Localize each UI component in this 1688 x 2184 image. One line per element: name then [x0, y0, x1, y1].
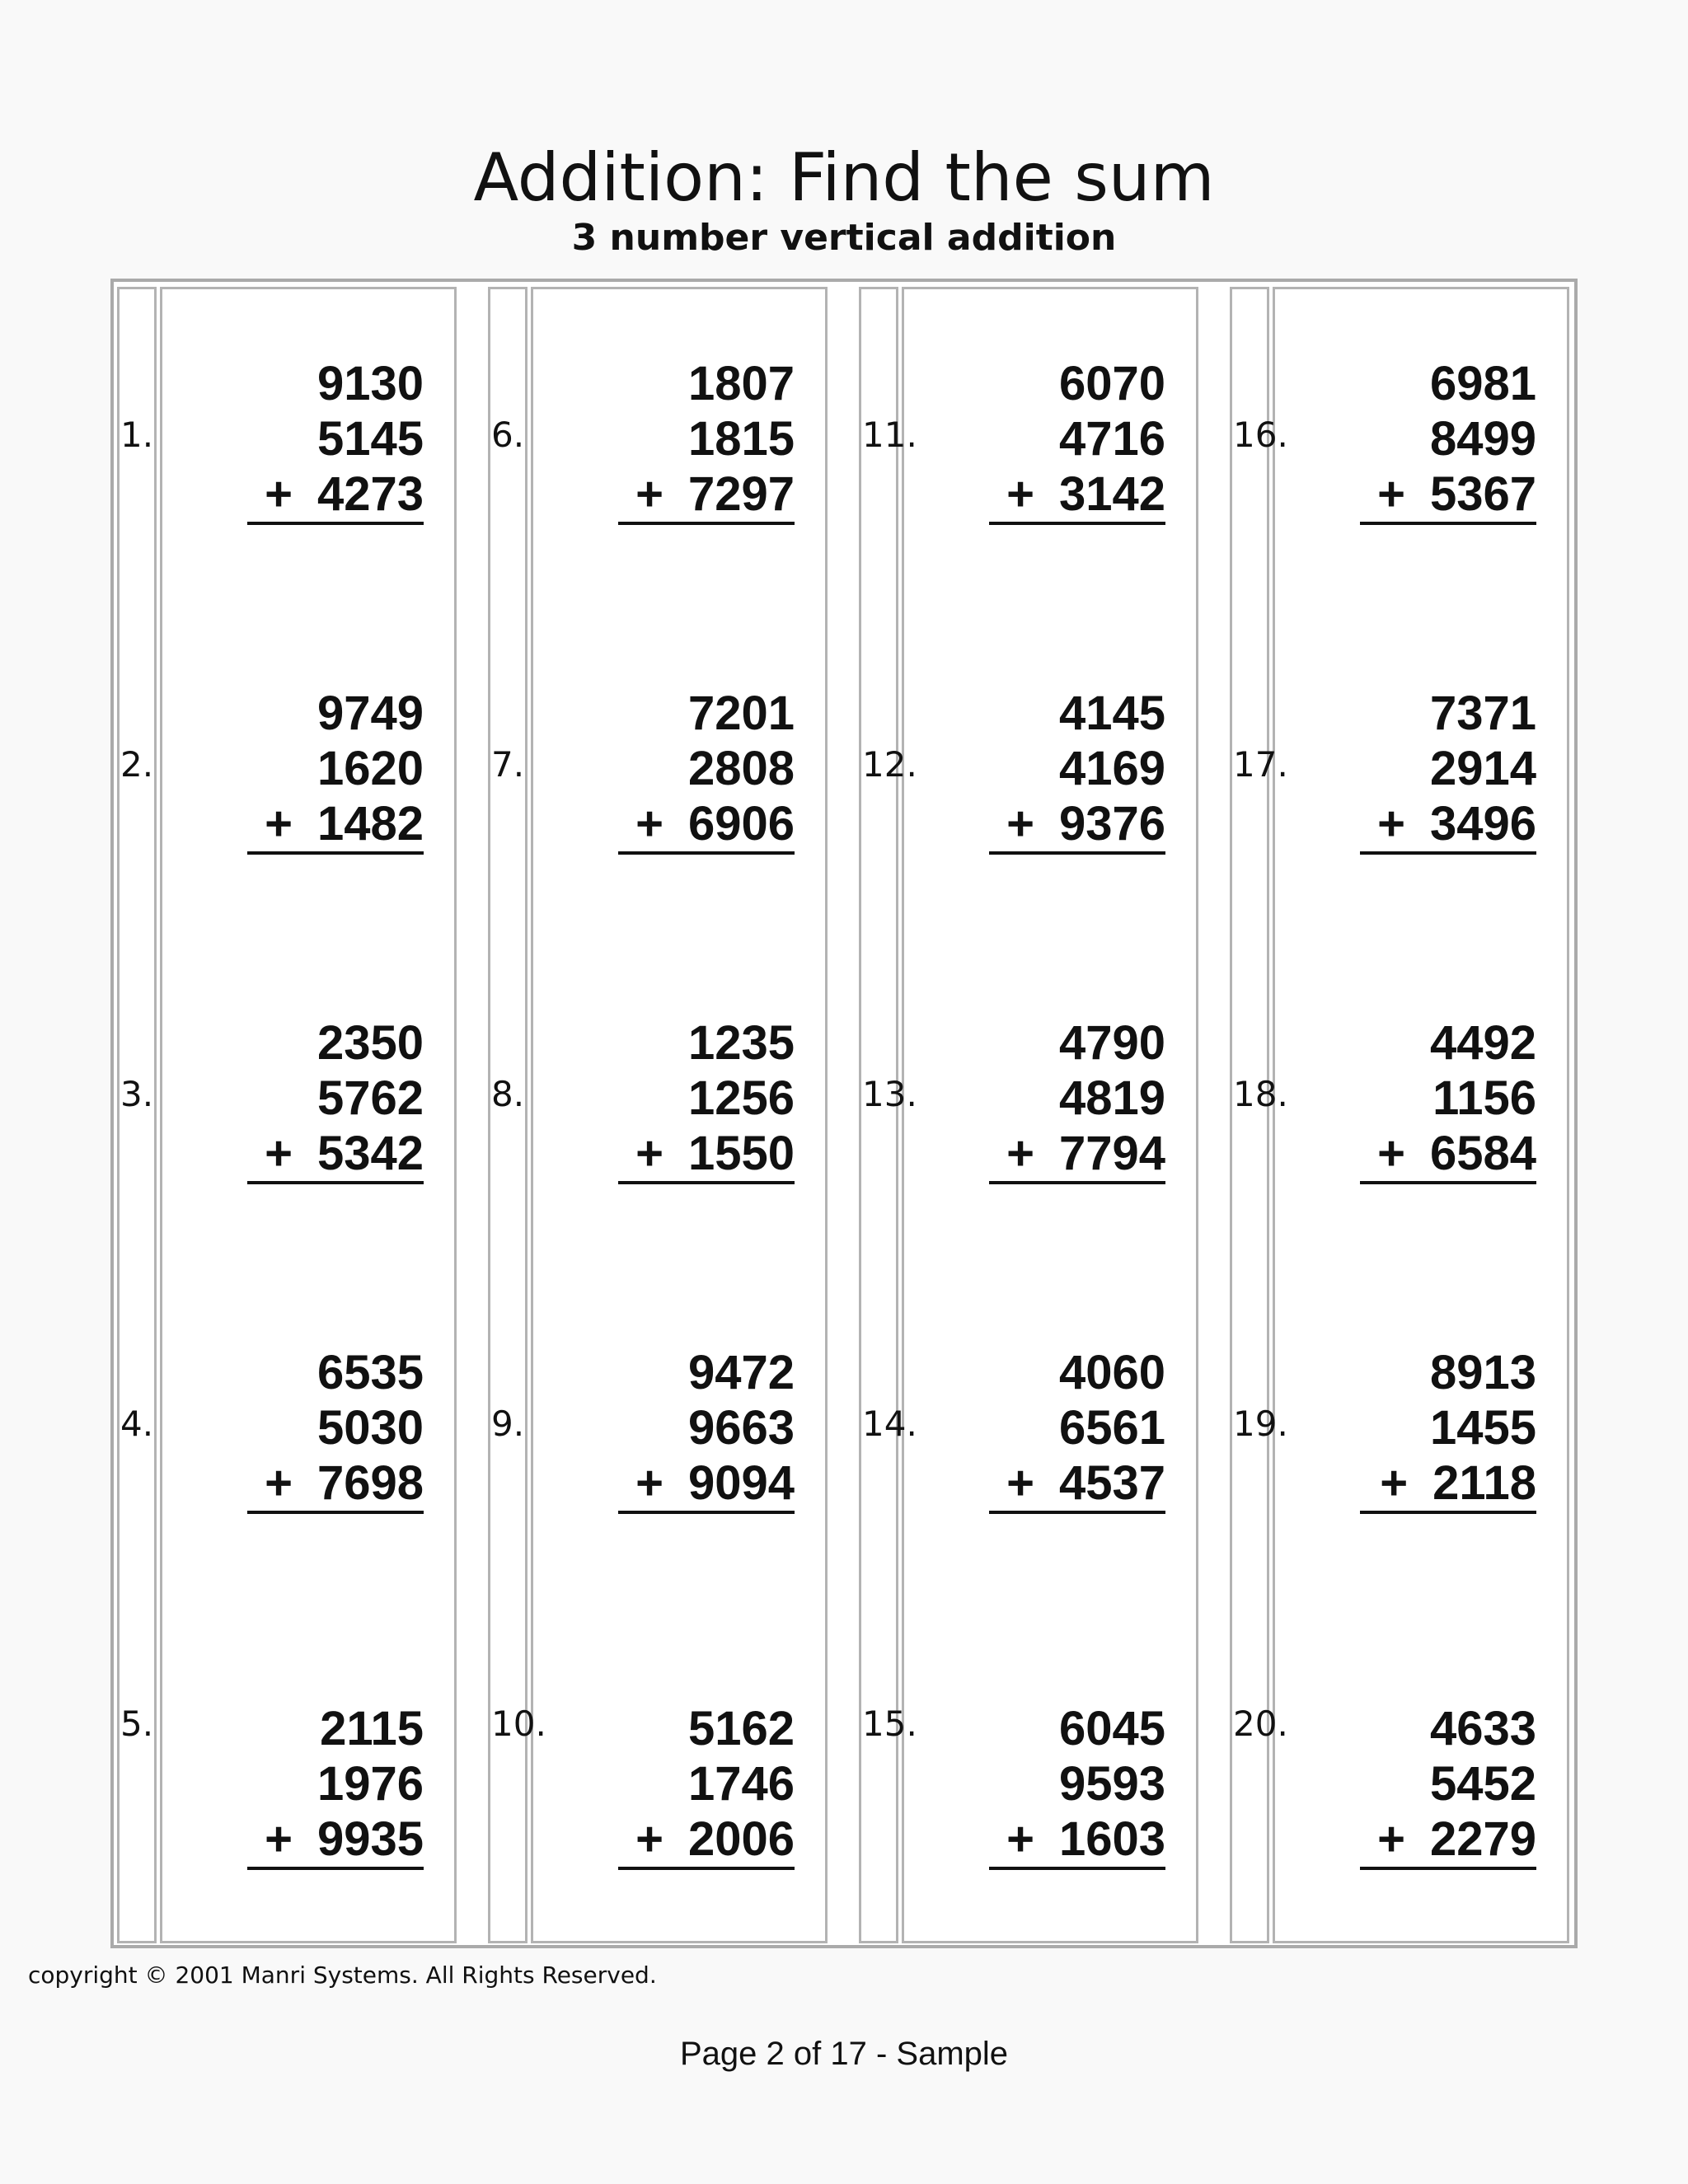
addend-bottom-line — [247, 1811, 424, 1870]
addition-problem — [918, 356, 1165, 525]
addend-bottom: 2006 — [687, 1812, 795, 1866]
addition-problem — [918, 686, 1165, 855]
addend-middle: 8499 — [1429, 412, 1536, 466]
addend-middle: 5762 — [316, 1071, 424, 1125]
addend-middle: 5145 — [316, 412, 424, 466]
plus-sign: + — [1006, 1812, 1034, 1866]
plus-sign: + — [265, 797, 293, 851]
problem-number: 14. — [862, 1404, 917, 1444]
addend-bottom: 4537 — [1058, 1456, 1165, 1510]
addition-problem — [176, 686, 424, 855]
addend-bottom: 5367 — [1429, 467, 1536, 521]
addend-bottom-line — [989, 1811, 1165, 1870]
addition-problem — [1289, 686, 1536, 855]
plus-sign: + — [635, 1127, 663, 1180]
plus-sign: + — [265, 1456, 293, 1510]
addend-bottom-line — [989, 1455, 1165, 1514]
addend-middle: 1620 — [316, 742, 424, 795]
addend-top: 4790 — [1058, 1016, 1165, 1070]
addition-problem — [547, 1345, 795, 1514]
problem-number: 11. — [862, 415, 917, 455]
addend-bottom: 6906 — [687, 797, 795, 851]
addend-top: 2350 — [316, 1016, 424, 1070]
addition-problem — [1289, 1015, 1536, 1184]
addend-bottom: 1482 — [316, 797, 424, 851]
plus-sign: + — [635, 797, 663, 851]
addend-bottom-line — [989, 1126, 1165, 1184]
addend-top: 4633 — [1429, 1702, 1536, 1755]
addend-bottom-line — [247, 1126, 424, 1184]
addition-problem — [547, 1701, 795, 1870]
addition-problem — [176, 1701, 424, 1870]
addend-bottom: 7794 — [1058, 1127, 1165, 1180]
addend-top: 2115 — [320, 1702, 424, 1755]
addend-top: 6045 — [1058, 1702, 1165, 1755]
addend-middle: 9663 — [687, 1401, 795, 1455]
addend-bottom: 1603 — [1058, 1812, 1165, 1866]
problem-number: 15. — [862, 1704, 917, 1744]
addend-top: 6070 — [1058, 357, 1165, 410]
addend-top: 6535 — [316, 1346, 424, 1399]
addend-middle: 9593 — [1058, 1757, 1165, 1811]
addend-top: 1807 — [687, 357, 795, 410]
addend-bottom: 9935 — [316, 1812, 424, 1866]
plus-sign: + — [1377, 797, 1405, 851]
addition-problem — [918, 1701, 1165, 1870]
addend-bottom-line — [1360, 796, 1536, 855]
addend-top: 6981 — [1429, 357, 1536, 410]
addend-bottom: 1550 — [687, 1127, 795, 1180]
addend-bottom: 7297 — [687, 467, 795, 521]
problem-number: 17. — [1233, 744, 1288, 785]
addend-top: 5162 — [687, 1702, 795, 1755]
problem-number: 6. — [491, 415, 525, 455]
addition-problem — [176, 1015, 424, 1184]
copyright-notice: copyright © 2001 Manri Systems. All Rights Reserved. — [28, 1961, 657, 1989]
addend-middle: 5452 — [1429, 1757, 1536, 1811]
number-column — [488, 287, 528, 1943]
page-title: Addition: Find the sum — [473, 139, 1215, 216]
addend-top: 4145 — [1058, 687, 1165, 740]
addend-bottom: 3496 — [1429, 797, 1536, 851]
addition-problem — [176, 1345, 424, 1514]
plus-sign: + — [635, 1812, 663, 1866]
addend-middle: 4819 — [1058, 1071, 1165, 1125]
number-column — [117, 287, 157, 1943]
addend-bottom-line — [618, 1126, 795, 1184]
problem-number: 10. — [491, 1704, 546, 1744]
addend-bottom: 5342 — [316, 1127, 424, 1180]
addend-top: 8913 — [1429, 1346, 1536, 1399]
plus-sign: + — [1006, 1456, 1034, 1510]
problem-number: 20. — [1233, 1704, 1288, 1744]
addend-bottom: 4273 — [316, 467, 424, 521]
addend-bottom: 9094 — [687, 1456, 795, 1510]
problem-number: 2. — [120, 744, 154, 785]
addend-bottom-line — [989, 796, 1165, 855]
addend-bottom-line — [247, 796, 424, 855]
addend-top: 1235 — [687, 1016, 795, 1070]
addition-problem — [1289, 1345, 1536, 1514]
addition-problem — [1289, 1701, 1536, 1870]
addend-middle: 4169 — [1058, 742, 1165, 795]
number-column — [1230, 287, 1269, 1943]
problem-number: 3. — [120, 1074, 154, 1114]
addend-bottom: 6584 — [1429, 1127, 1536, 1180]
worksheet-table — [110, 279, 1578, 1948]
addend-top: 4060 — [1058, 1346, 1165, 1399]
plus-sign: + — [635, 467, 663, 521]
addend-bottom-line — [989, 466, 1165, 525]
problem-number: 4. — [120, 1404, 154, 1444]
addend-top: 9749 — [316, 687, 424, 740]
problem-number: 16. — [1233, 415, 1288, 455]
addend-bottom: 2279 — [1429, 1812, 1536, 1866]
problem-number: 8. — [491, 1074, 525, 1114]
plus-sign: + — [265, 467, 293, 521]
addend-bottom-line — [618, 466, 795, 525]
addition-problem — [918, 1345, 1165, 1514]
addend-bottom-line — [1360, 466, 1536, 525]
addend-bottom: 3142 — [1058, 467, 1165, 521]
problem-number: 9. — [491, 1404, 525, 1444]
addend-middle: 1455 — [1429, 1401, 1536, 1455]
addition-problem — [1289, 356, 1536, 525]
addend-middle: 1976 — [316, 1757, 424, 1811]
plus-sign: + — [1377, 1127, 1405, 1180]
addend-top: 9130 — [316, 357, 424, 410]
addend-middle: 2914 — [1429, 742, 1536, 795]
problem-number: 19. — [1233, 1404, 1288, 1444]
addend-middle: 1256 — [687, 1071, 795, 1125]
number-column — [859, 287, 898, 1943]
page-number: Page 2 of 17 - Sample — [679, 2036, 1009, 2072]
addend-middle: 5030 — [316, 1401, 424, 1455]
addition-problem — [547, 1015, 795, 1184]
addend-middle: 1156 — [1432, 1071, 1536, 1125]
addend-middle: 1815 — [687, 412, 795, 466]
addend-top: 7201 — [687, 687, 795, 740]
plus-sign: + — [1006, 467, 1034, 521]
addend-bottom-line — [1360, 1455, 1536, 1514]
addend-bottom-line — [247, 1455, 424, 1514]
addend-bottom: 7698 — [316, 1456, 424, 1510]
plus-sign: + — [1377, 1812, 1405, 1866]
addend-bottom-line — [247, 466, 424, 525]
plus-sign: + — [1380, 1456, 1409, 1510]
problem-number: 18. — [1233, 1074, 1288, 1114]
addend-middle: 4716 — [1058, 412, 1165, 466]
addition-problem — [547, 686, 795, 855]
plus-sign: + — [265, 1127, 293, 1180]
addend-bottom-line — [618, 796, 795, 855]
addend-middle: 2808 — [687, 742, 795, 795]
plus-sign: + — [1377, 467, 1405, 521]
plus-sign: + — [1006, 1127, 1034, 1180]
plus-sign: + — [1006, 797, 1034, 851]
problem-number: 1. — [120, 415, 154, 455]
addition-problem — [918, 1015, 1165, 1184]
problem-number: 5. — [120, 1704, 154, 1744]
addition-problem — [547, 356, 795, 525]
addend-top: 7371 — [1429, 687, 1536, 740]
addition-problem — [176, 356, 424, 525]
problem-number: 12. — [862, 744, 917, 785]
addend-top: 4492 — [1429, 1016, 1536, 1070]
plus-sign: + — [265, 1812, 293, 1866]
addend-middle: 1746 — [687, 1757, 795, 1811]
addend-bottom-line — [1360, 1126, 1536, 1184]
addend-top: 9472 — [687, 1346, 795, 1399]
addend-bottom: 2118 — [1432, 1456, 1536, 1510]
addend-bottom-line — [1360, 1811, 1536, 1870]
problem-number: 7. — [491, 744, 525, 785]
addend-bottom: 9376 — [1058, 797, 1165, 851]
addend-middle: 6561 — [1058, 1401, 1165, 1455]
page-subtitle: 3 number vertical addition — [571, 217, 1117, 259]
addend-bottom-line — [618, 1811, 795, 1870]
addend-bottom-line — [618, 1455, 795, 1514]
plus-sign: + — [635, 1456, 663, 1510]
problem-number: 13. — [862, 1074, 917, 1114]
